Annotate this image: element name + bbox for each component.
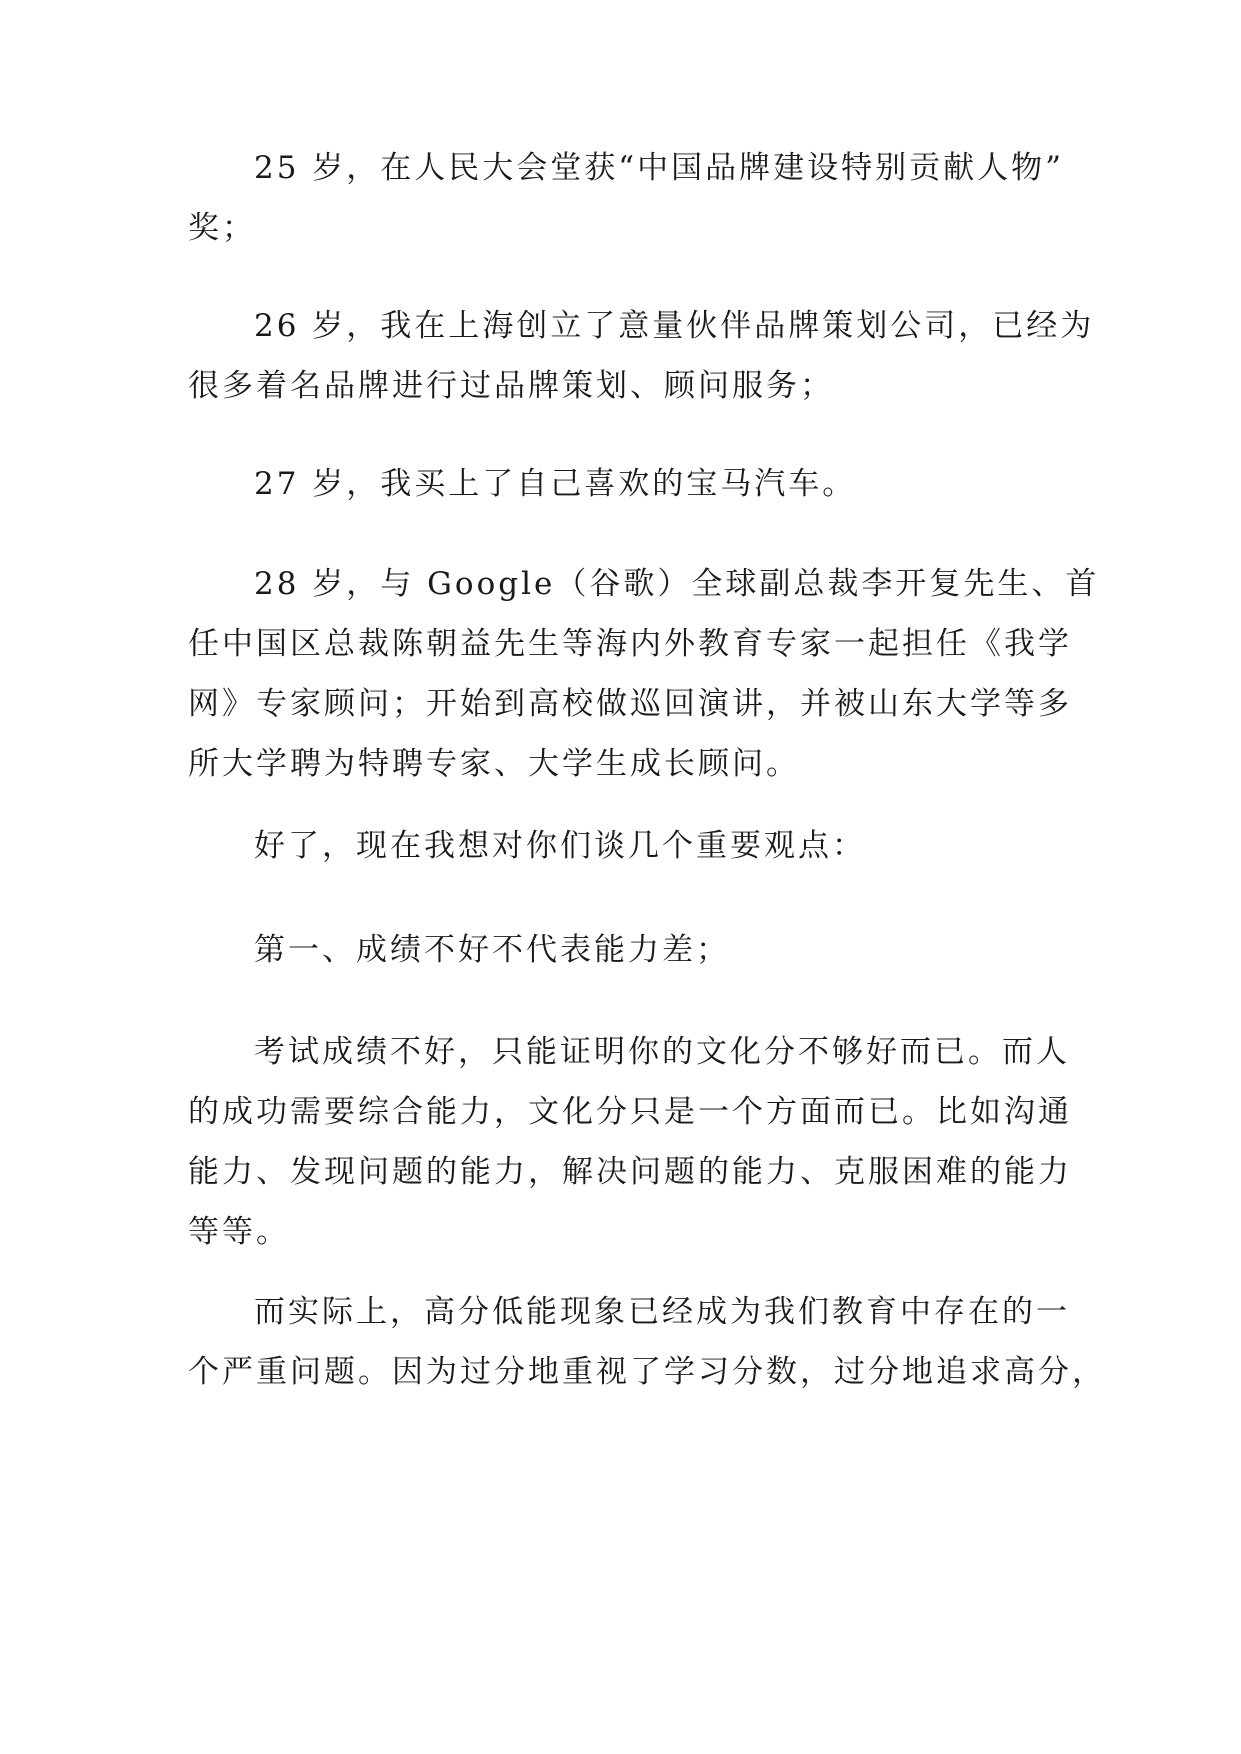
paragraph-line: 25 岁，在人民大会堂获“中国品牌建设特别贡献人物”	[254, 150, 1064, 186]
paragraph-line: 能力、发现问题的能力，解决问题的能力、克服困难的能力	[188, 1154, 1072, 1190]
paragraph-line: 考试成绩不好，只能证明你的文化分不够好而已。而人	[254, 1034, 1070, 1070]
paragraph-7	[188, 1022, 1072, 1262]
paragraph-line: 等等。	[188, 1214, 290, 1250]
paragraph-2	[188, 296, 1095, 416]
paragraph-line: 27 岁，我买上了自己喜欢的宝马汽车。	[254, 466, 857, 502]
paragraph-line: 28 岁，与 Google（谷歌）全球副总裁李开复先生、首	[254, 566, 1100, 602]
paragraph-line: 好了，现在我想对你们谈几个重要观点：	[254, 828, 866, 864]
paragraph-line: 任中国区总裁陈朝益先生等海内外教育专家一起担任《我学	[188, 626, 1072, 662]
paragraph-line: 个严重问题。因为过分地重视了学习分数，过分地追求高分，	[188, 1354, 1106, 1390]
paragraph-5	[188, 816, 1068, 876]
paragraph-3	[188, 454, 1068, 514]
paragraph-line: 所大学聘为特聘专家、大学生成长顾问。	[188, 746, 800, 782]
paragraph-6	[188, 920, 1068, 980]
paragraph-8	[188, 1282, 1106, 1402]
paragraph-line: 很多着名品牌进行过品牌策划、顾问服务；	[188, 368, 834, 404]
paragraph-line: 的成功需要综合能力，文化分只是一个方面而已。比如沟通	[188, 1094, 1072, 1130]
paragraph-line: 而实际上，高分低能现象已经成为我们教育中存在的一	[254, 1294, 1070, 1330]
paragraph-line: 网》专家顾问；开始到高校做巡回演讲，并被山东大学等多	[188, 686, 1072, 722]
paragraph-line: 第一、成绩不好不代表能力差；	[254, 932, 730, 968]
paragraph-4	[188, 554, 1100, 794]
paragraph-1	[188, 138, 1068, 258]
paragraph-line: 奖；	[188, 210, 256, 246]
paragraph-line: 26 岁，我在上海创立了意量伙伴品牌策划公司，已经为	[254, 308, 1095, 344]
